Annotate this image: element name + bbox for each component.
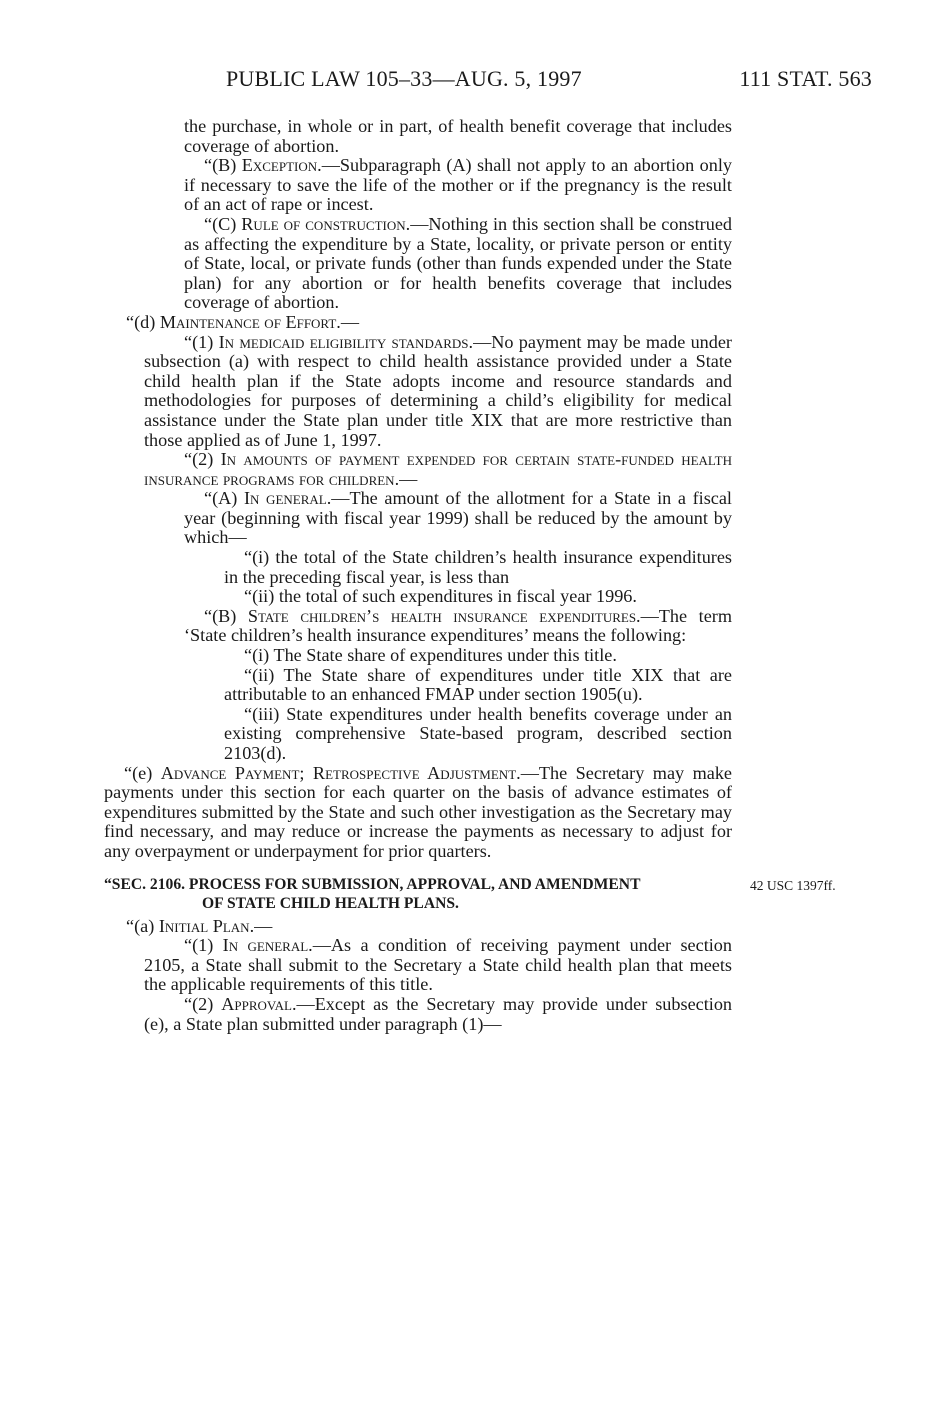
paragraph-rule-of-construction: “(C) Rule of construction.—Nothing in this section shall be construed as affecting the expenditure by a State, locality, or private person or entity of State, local, or private funds (other than funds expended under the State plan) for any abortion or for health benefits coverage that includes coverage of abortion. <box>184 213 732 313</box>
paragraph-medicaid-eligibility: “(1) In medicaid eligibility standards.—No payment may be made under subsection (a) with respect to child health assistance provided under a State child health plan if the State adopts income and resource standards and methodologies for purposes of determining a child’s eligibility for medical assistance under the State plan under title XIX that are more restrictive than those applied as of June 1, 1997. <box>144 331 732 450</box>
paragraph-exception: “(B) Exception.—Subparagraph (A) shall not apply to an abortion only if necessary to save the life of the mother or if the pregnancy is the result of an act of rape or incest. <box>184 155 732 215</box>
heading-initial-plan: Initial Plan. <box>158 915 255 936</box>
public-law-title: PUBLIC LAW 105–33—AUG. 5, 1997 <box>226 66 582 91</box>
subsection-e-advance-payment: “(e) Advance Payment; Retrospective Adjustment.—The Secretary may make payments under this section for each quarter on the basis of advance estimates of expenditures submitted by the State and such other investigation as the Secretary may find necessary, and may reduce or increase the payments as necessary to adjust for any overpayment or underpayment for prior quarters. <box>104 762 732 861</box>
statute-page-number: 111 STAT. 563 <box>739 66 872 91</box>
section-heading-line-2: OF STATE CHILD HEALTH PLANS. <box>202 894 459 912</box>
section-2106-heading <box>104 875 836 913</box>
paragraph-in-general-allotment: “(A) In general.—The amount of the allotment for a State in a fiscal year (beginning with fiscal year 1999) shall be reduced by the amount by which— <box>184 488 732 548</box>
heading-advance-payment: Advance Payment; Retrospective Adjustment. <box>160 762 521 783</box>
clause-iii-state-based-program: “(iii) State expenditures under health benefits coverage under an existing comprehensive State-based program, described section 2103(d). <box>224 703 732 763</box>
page-header <box>212 64 872 94</box>
heading-amounts-of-payment: In amounts of payment expended for certain state-funded health insurance programs for children. <box>144 449 733 489</box>
heading-exception: Exception. <box>241 155 322 176</box>
subsection-a-initial-plan: “(a) Initial Plan.— <box>126 915 273 936</box>
clause-i-total-expenditures: “(i) the total of the State children’s health insurance expenditures in the preceding fiscal year, is less than <box>224 547 732 587</box>
clause-i-state-share-title: “(i) The State share of expenditures under this title. <box>244 645 617 666</box>
clause-ii-fiscal-year-1996: “(ii) the total of such expenditures in fiscal year 1996. <box>244 586 637 607</box>
heading-in-general-2: In general. <box>222 935 313 956</box>
clause-ii-state-share-title-xix: “(ii) The State share of expenditures under title XIX that are attributable to an enhanced FMAP under section 1905(u). <box>224 664 732 705</box>
subsection-d-maintenance-of-effort: “(d) Maintenance of Effort.— <box>126 311 359 332</box>
heading-in-general: In general. <box>243 488 332 509</box>
heading-medicaid-eligibility: In medicaid eligibility standards. <box>218 331 474 352</box>
paragraph-purchase-clause: the purchase, in whole or in part, of health benefit coverage that includes coverage of abortion. <box>184 116 732 156</box>
paragraph-state-childrens-expenditures: “(B) State children’s health insurance expenditures.—The term ‘State children’s health insurance expenditures’ means the following: <box>184 605 732 646</box>
heading-approval: Approval. <box>221 993 297 1014</box>
heading-maintenance-of-effort: Maintenance of Effort. <box>159 311 341 332</box>
usc-margin-note: 42 USC 1397ff. <box>750 877 836 893</box>
section-heading-line-1: “SEC. 2106. PROCESS FOR SUBMISSION, APPROVAL, AND AMENDMENT <box>104 875 641 893</box>
document-body <box>104 116 836 1034</box>
paragraph-1-in-general-submission: “(1) In general.—As a condition of receiving payment under section 2105, a State shall submit to the Secretary a State child health plan that meets the applicable requirements of this title. <box>144 935 732 995</box>
paragraph-amounts-of-payment: “(2) In amounts of payment expended for certain state-funded health insurance programs for children.— <box>144 449 733 489</box>
heading-state-childrens-expenditures: State children’s health insurance expenditures. <box>247 605 641 626</box>
heading-rule-of-construction: Rule of construction. <box>241 213 411 234</box>
paragraph-2-approval: “(2) Approval.—Except as the Secretary may provide under subsection (e), a State plan submitted under paragraph (1)— <box>144 993 733 1034</box>
